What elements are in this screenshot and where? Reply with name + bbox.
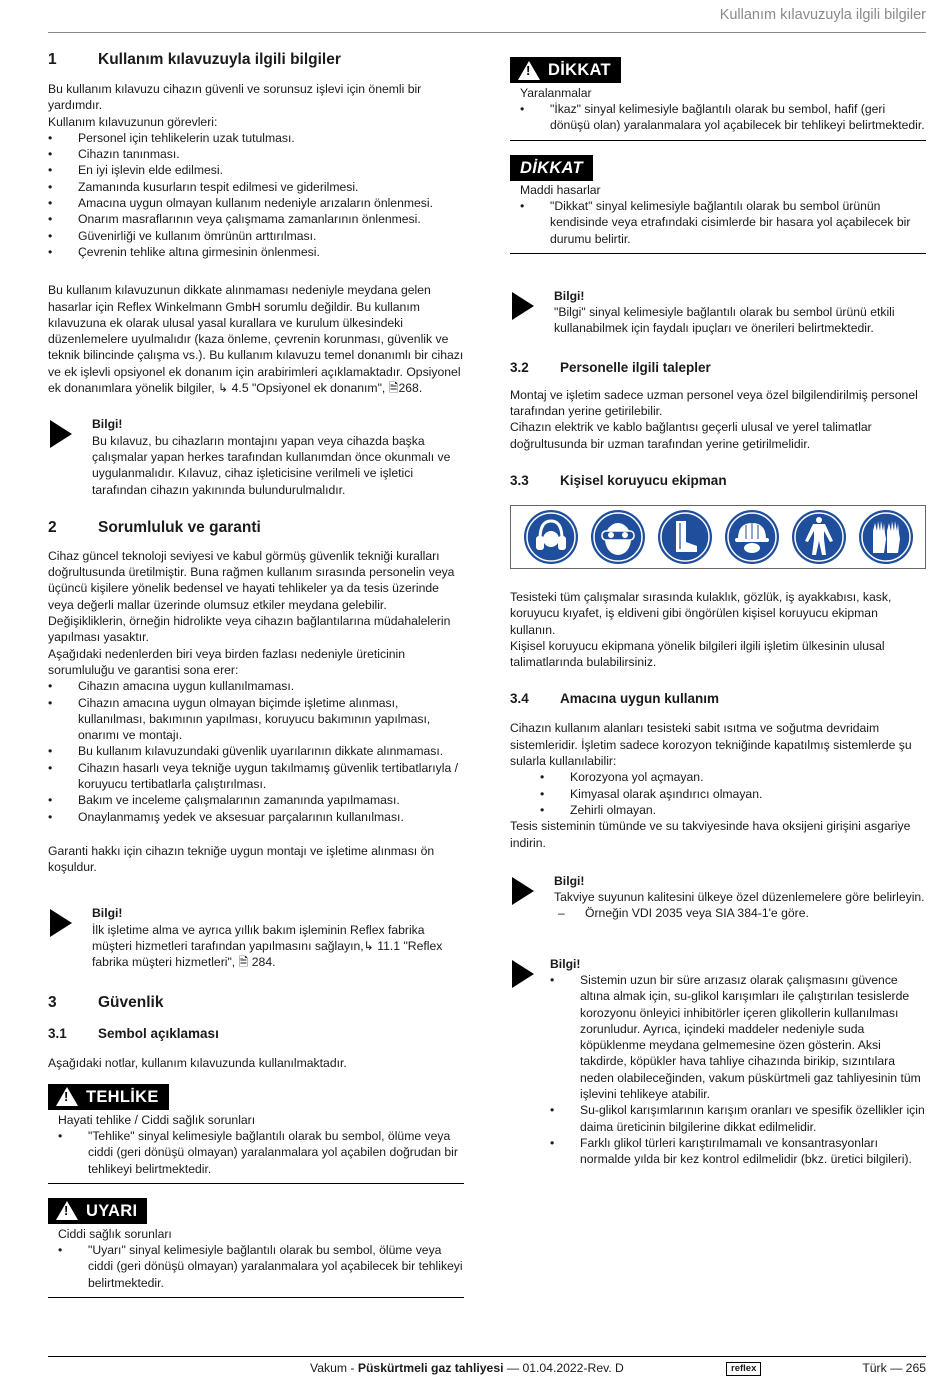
s32-p2: Cihazın elektrik ve kablo bağlantısı geçerli ulusal ve yerel talimatlar doğrultusunda bir uzman tarafından yerine getirilmelidir. bbox=[510, 420, 872, 451]
s2-list bbox=[48, 678, 464, 825]
info-arrow-icon bbox=[512, 877, 534, 905]
list-item: • En iyi işlevin elde edilmesi. bbox=[48, 162, 464, 178]
list-item: • "Dikkat" sinyal kelimesiyle bağlantılı olarak bu sembol ürünün kendisinde veya etrafındaki cisimlerde bir hasara yol açabilecek bir durumu belirtir. bbox=[520, 198, 926, 247]
page-header bbox=[48, 0, 926, 33]
s34-info-note-1: Bilgi! Takviye suyunun kalitesini ülkeye özel düzenlemelere göre belirleyin. – Örneğin VDI 2035 veya SIA 384-1'e göre. bbox=[510, 873, 926, 922]
s31-text: Aşağıdaki notlar, kullanım kılavuzunda kullanılmaktadır. bbox=[48, 1055, 347, 1070]
notice-box: DİKKAT Maddi hasarlar • "Dikkat" sinyal kelimesiyle bağlantılı olarak bu sembol ürünün kendisinde veya etrafındaki cisimlerde bir hasara yol açabilecek bir durumu belirtir. bbox=[510, 155, 926, 254]
warning-triangle-icon bbox=[56, 1087, 78, 1106]
s34-p1: Cihazın kullanım alanları tesisteki sabit ısıtma ve soğutma devridaim sistemleridir. İşletim sadece korozyon tekniğinde kapatılmış sistemlerde şu sularla kullanılabilir: bbox=[510, 721, 912, 769]
s1-intro: Bu kullanım kılavuzu cihazın güvenli ve sorunsuz işlevi için önemli bir yardımdır. bbox=[48, 82, 422, 113]
section-3-1-heading: 3.1 Sembol açıklaması bbox=[48, 1025, 219, 1041]
section-1-heading: 1 Kullanım kılavuzuyla ilgili bilgiler bbox=[48, 51, 341, 68]
info-arrow-icon bbox=[50, 909, 72, 937]
list-item: • Kimyasal olarak aşındırıcı olmayan. bbox=[510, 786, 926, 802]
list-item: – Örneğin VDI 2035 veya SIA 384-1'e göre. bbox=[510, 905, 926, 921]
danger-badge: ! TEHLİKE bbox=[48, 1084, 169, 1110]
s1-tasks-label: Kullanım kılavuzunun görevleri: bbox=[48, 114, 218, 129]
header-title: Kullanım kılavuzuyla ilgili bilgiler bbox=[719, 7, 926, 23]
footer-lang-page: Türk — 265 bbox=[862, 1361, 926, 1375]
list-item: • Cihazın tanınması. bbox=[48, 146, 464, 162]
ppe-pictograms bbox=[510, 505, 926, 569]
notice-badge: DİKKAT bbox=[510, 155, 593, 181]
s34-p2: Tesis sisteminin tümünde ve su takviyesinde hava oksijeni girişini asgariye indirin. bbox=[510, 819, 911, 850]
s2-p1: Cihaz güncel teknoloji seviyesi ve kabul görmüş güvenlik tekniği kuralları doğrultusunda üretilmiştir. Buna rağmen kullanım sırasında personelin veya üçüncü kişilere yönelik bedensel ve hayati tehlikeler ya da tesis üzerinde veya değerli mallar üzerinde olumsuz etkiler meydana gelebilir. bbox=[48, 548, 455, 612]
list-item: • Bakım ve inceleme çalışmalarının zamanında yapılmaması. bbox=[48, 792, 464, 808]
list-item: • Güvenirliği ve kullanım ömrünün arttırılması. bbox=[48, 228, 464, 244]
goggles-icon bbox=[590, 509, 646, 565]
caution-badge: ! DİKKAT bbox=[510, 57, 621, 83]
list-item: • Cihazın amacına uygun olmayan biçimde işletime alınması, kullanılması, bakımının yapılması, koruyucu bakımının yapılması, onarımı ve montajı. bbox=[48, 695, 464, 744]
list-item: • Farklı glikol türleri karıştırılmamalı ve konsantrasyonları normalde yılda bir kez kontrol edilmelidir (bkz. üretici bilgileri). bbox=[550, 1135, 926, 1168]
protective-clothing-icon bbox=[791, 509, 847, 565]
section-2-heading: 2 Sorumluluk ve garanti bbox=[48, 518, 261, 536]
danger-box: ! TEHLİKE Hayati tehlike / Ciddi sağlık sorunları • "Tehlike" sinyal kelimesiyle bağlantılı olarak bu sembol, ölüme veya ciddi (geri dönüşü olmayan) yaralanmalara yol açabilen doğrudan bir tehlikeyi belirtmektedir. bbox=[48, 1084, 464, 1184]
page-icon: 🗎 bbox=[388, 381, 399, 396]
list-item: • "Tehlike" sinyal kelimesiyle bağlantılı olarak bu sembol, ölüme veya ciddi (geri dönüşü olmayan) yaralanmalara yol açabilen doğrudan bir tehlikeyi belirtmektedir. bbox=[58, 1128, 464, 1177]
safety-gloves-icon bbox=[858, 509, 914, 565]
s34-list bbox=[510, 769, 926, 818]
warning-badge: ! UYARI bbox=[48, 1198, 147, 1224]
info-arrow-icon bbox=[512, 292, 534, 320]
info-arrow-icon bbox=[50, 420, 72, 448]
reflex-logo: reflex bbox=[726, 1362, 761, 1376]
list-item: • Korozyona yol açmayan. bbox=[510, 769, 926, 785]
page-icon: 🗎 bbox=[238, 955, 249, 970]
s32-p1: Montaj ve işletim sadece uzman personel veya özel bilgilendirilmiş personel tarafından yerine getirilebilir. bbox=[510, 387, 918, 419]
section-3-3-heading: 3.3 Kişisel koruyucu ekipman bbox=[510, 472, 727, 488]
list-item: • Cihazın amacına uygun kullanılmaması. bbox=[48, 678, 464, 694]
list-item: • "Uyarı" sinyal kelimesiyle bağlantılı olarak bu sembol, ölüme veya ciddi (geri dönüşü olmayan) yaralanmalara yol açabilecek bir tehlikeyi belirtmektedir. bbox=[58, 1242, 464, 1291]
info-symbol-note: Bilgi! "Bilgi" sinyal kelimesiyle bağlantılı olarak bu sembol ürünü etkili kullanabilmek için faydalı ipuçları ve önerileri belirtmektedir. bbox=[510, 288, 926, 337]
s1-tasks-list bbox=[48, 130, 464, 260]
section-3-2-heading: 3.2 Personelle ilgili talepler bbox=[510, 359, 711, 375]
reference-arrow-icon: ↳ bbox=[218, 381, 229, 396]
list-item: • Zehirli olmayan. bbox=[510, 802, 926, 818]
s2-p4: Garanti hakkı için cihazın tekniğe uygun montajı ve işletime alınması ön koşuldur. bbox=[48, 843, 435, 875]
section-3-4-heading: 3.4 Amacına uygun kullanım bbox=[510, 691, 720, 707]
info-arrow-icon bbox=[512, 960, 534, 988]
warning-triangle-icon bbox=[518, 61, 540, 80]
warning-box: ! UYARI Ciddi sağlık sorunları • "Uyarı" sinyal kelimesiyle bağlantılı olarak bu sembol, ölüme veya ciddi (geri dönüşü olmayan) yaralanmalara yol açabilecek bir tehlikeyi belirtmektedir. bbox=[48, 1198, 464, 1298]
list-item: • Bu kullanım kılavuzundaki güvenlik uyarılarının dikkate alınmaması. bbox=[48, 743, 464, 759]
s2-info-note: Bilgi! İlk işletime alma ve ayrıca yıllık bakım işleminin Reflex fabrika müşteri hizmetleri tarafından yapılmasını sağlayın,↳ 11.1 "Reflex fabrika müşteri hizmetleri", 🗎 284. bbox=[48, 905, 464, 970]
right-column bbox=[510, 57, 926, 1168]
footer-text: Vakum - Püskürtmeli gaz tahliyesi — 01.04.2022-Rev. D bbox=[310, 1361, 624, 1375]
list-item: • Onarım masraflarının veya çalışmama zamanlarının önlenmesi. bbox=[48, 211, 464, 227]
list-item: • Cihazın hasarlı veya tekniğe uygun takılmamış güvenlik tertibatlarıyla / koruyucu tertibatlarla çalıştırılması. bbox=[48, 760, 464, 793]
list-item: • Amacına uygun olmayan kullanım nedeniyle arızaların önlenmesi. bbox=[48, 195, 464, 211]
list-item: • Çevrenin tehlike altına girmesinin önlenmesi. bbox=[48, 244, 464, 260]
list-item: • "İkaz" sinyal kelimesiyle bağlantılı olarak bu sembol, hafif (geri dönüşü olan) yaralanmalara yol açabilecek bir tehlikeyi belirtmektedir. bbox=[520, 101, 926, 134]
s33-p1: Tesisteki tüm çalışmalar sırasında kulaklık, gözlük, iş ayakkabısı, kask, koruyucu kıyafet, iş eldiveni gibi öngörülen kişisel koruyucu ekipman kullanın. bbox=[510, 589, 892, 637]
list-item: • Onaylanmamış yedek ve aksesuar parçalarının kullanılması. bbox=[48, 809, 464, 825]
ear-protection-icon bbox=[523, 509, 579, 565]
s1-info-note: Bilgi! Bu kılavuz, bu cihazların montajını yapan veya cihazda başka çalışmalar yapan herkes tarafından kullanımdan önce okunmalı ve uygulanmalıdır. Kılavuz, cihaz işleticisine verilmeli ve işletici tarafından cihazın yakınında bulundurulmalıdır. bbox=[48, 416, 464, 497]
caution-box: ! DİKKAT Yaralanmalar • "İkaz" sinyal kelimesiyle bağlantılı olarak bu sembol, hafif (geri dönüşü olan) yaralanmalara yol açabilecek bir tehlikeyi belirtmektedir. bbox=[510, 57, 926, 141]
safety-boots-icon bbox=[657, 509, 713, 565]
left-column bbox=[48, 50, 464, 1298]
s1-paragraph: Bu kullanım kılavuzunun dikkate alınmaması nedeniyle meydana gelen hasarlar için Reflex Winkelmann GmbH sorumlu değildir. Bu kullanım kılavuzuna ek olarak ulusal yasal kurallara ve kurulum ülkesindeki düzenlemelere uyulmalıdır (kaza önleme, çevrenin korunması, güvenlik ve teknik bilincinde çalışma vs.). Bu kullanım kılavuzu temel donanımlı bir cihazı ve ek işlevli opsiyonel ek donanım için arabirimleri açıklamaktadır. Opsiyonel ek donanımlara yönelik bilgiler, ↳ 4.5 "Opsiyonel ek donanım", 🗎268. bbox=[48, 283, 464, 396]
list-item: • Zamanında kusurların tespit edilmesi ve giderilmesi. bbox=[48, 179, 464, 195]
section-3-heading: 3 Güvenlik bbox=[48, 993, 164, 1011]
s34-info-note-2: Bilgi! • Sistemin uzun bir süre arızasız olarak çalışmasını güvence altına almak için, su-glikol karışımları ile çalıştırılan tesislerde korozyonu önleyici inhibitörler içeren glikollerin kullanılması zorunludur. Ayrıca, içindeki maddeler nedeniyle suda köpüklenme meydana gelmemesine özen gösterin. Aksi takdirde, köpükler hava tahliye cihazında birikip, sızıntılara neden olabileceğinden, vakum püskürtmeli gaz tahliyesinin tüm işlevini tehlikeye atabilir. • Su-glikol karışımlarının karışım oranları ve spesifik özellikler için daima üreticinin bilgilerine dikkat edilmelidir. • Farklı glikol türleri karıştırılmamalı ve konsantrasyonları normalde yılda bir kez kontrol edilmelidir (bkz. üretici bilgileri). bbox=[510, 956, 926, 1168]
s2-p2: Değişikliklerin, örneğin hidrolikte veya cihazın bağlantılarına müdahalelerin yapılması yasaktır. bbox=[48, 614, 451, 645]
s33-p2: Kişisel koruyucu ekipmana yönelik bilgileri ilgili işletim ülkesinin ulusal talimatlarında bulabilirsiniz. bbox=[510, 638, 885, 670]
list-item: • Sistemin uzun bir süre arızasız olarak çalışmasını güvence altına almak için, su-glikol karışımları ile çalıştırılan tesislerde korozyonu önleyici inhibitörler içeren glikollerin kullanılması zorunludur. Ayrıca, içindeki maddeler nedeniyle suda köpüklenme meydana gelmemesine özen gösterin. Aksi takdirde, köpükler hava tahliye cihazında birikip, sızıntılara neden olabileceğinden, vakum püskürtmeli gaz tahliyesinin tüm işlevini tehlikeye atabilir. bbox=[550, 972, 926, 1102]
hard-hat-icon bbox=[724, 509, 780, 565]
list-item: • Su-glikol karışımlarının karışım oranları ve spesifik özellikler için daima üreticinin bilgilerine dikkat edilmelidir. bbox=[550, 1102, 926, 1135]
warning-triangle-icon bbox=[56, 1201, 78, 1220]
page-footer bbox=[48, 1356, 926, 1387]
reference-arrow-icon: ↳ bbox=[363, 939, 374, 954]
s2-p3: Aşağıdaki nedenlerden biri veya birden fazlası nedeniyle üreticinin sorumluluğu ve garantisi sona erer: bbox=[48, 646, 406, 677]
list-item: • Personel için tehlikelerin uzak tutulması. bbox=[48, 130, 464, 146]
